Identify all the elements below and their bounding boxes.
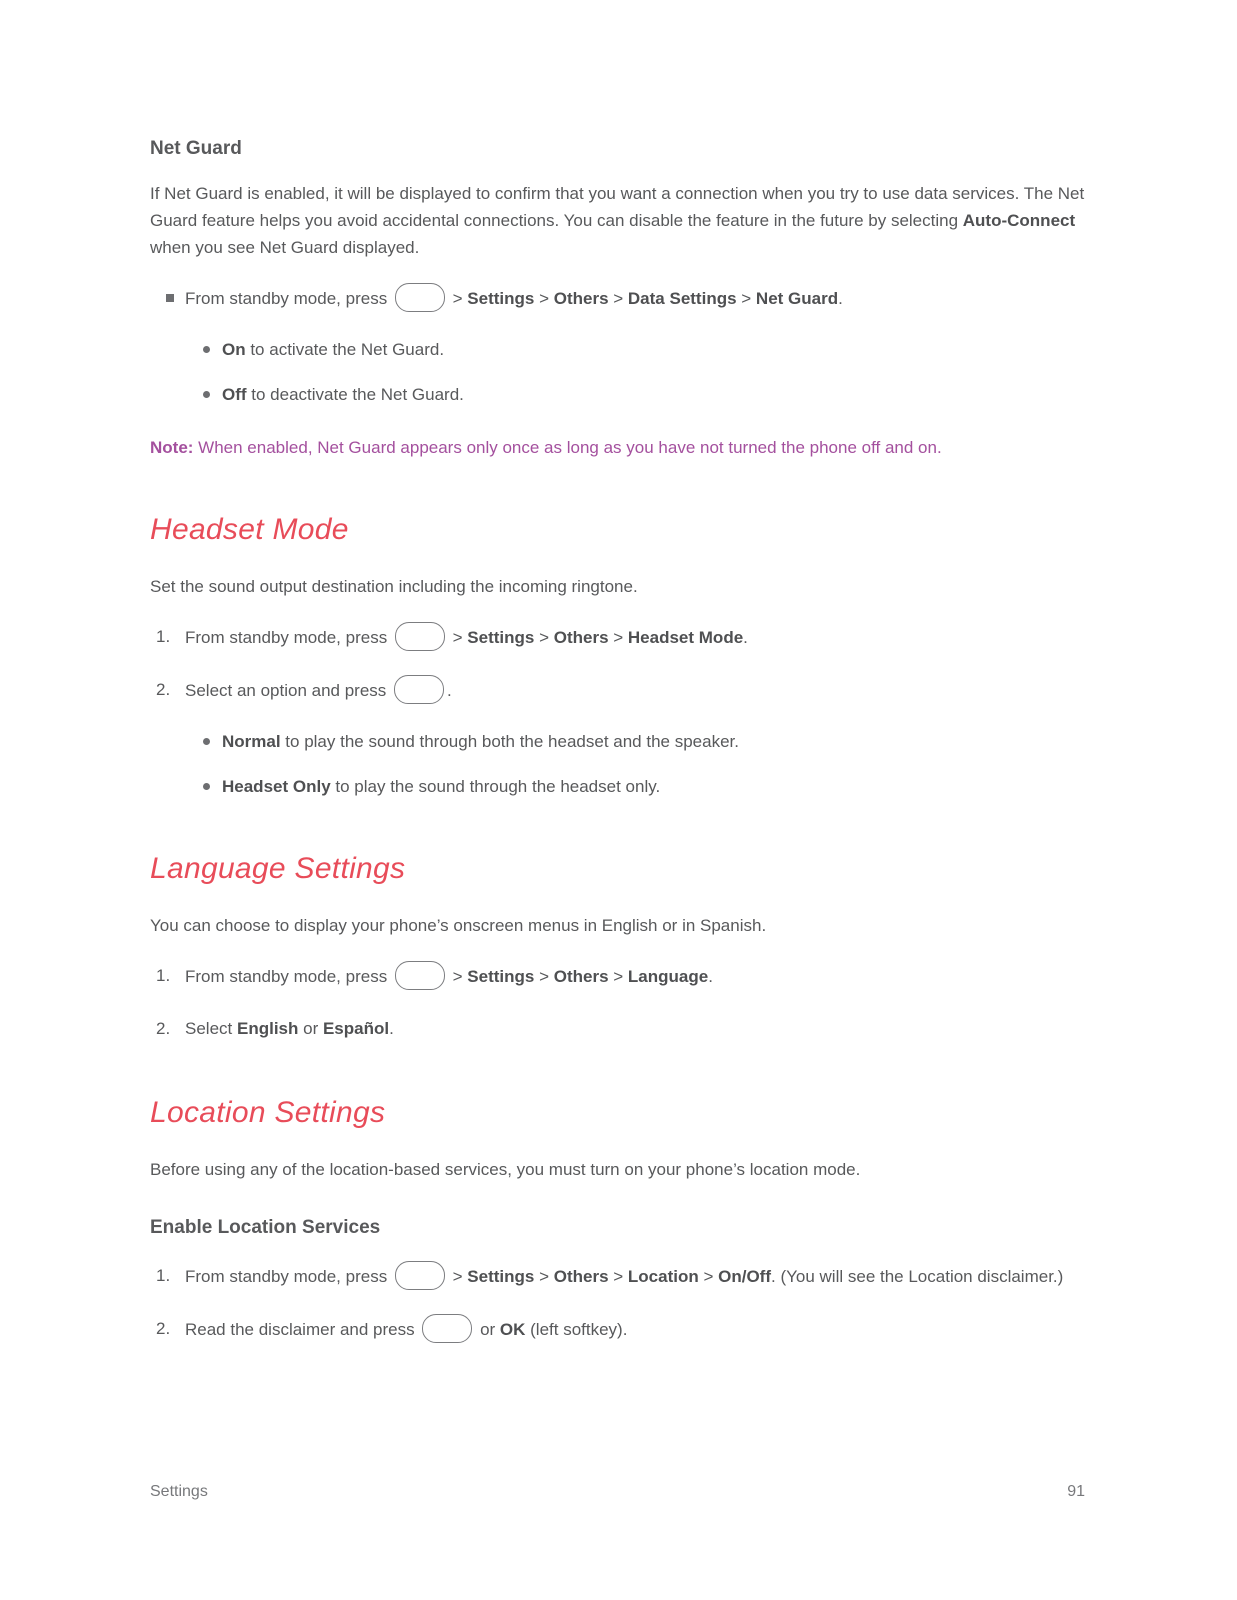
text-segment: Select an option and press [185,681,392,700]
language-step-2 [150,1014,1087,1044]
text-segment: to play the sound through both the headset and the speaker. [280,732,739,751]
text-segment: From standby mode, press [185,967,392,986]
text-segment: or [475,1320,500,1339]
key-icon [395,1261,445,1290]
text-segment: . [743,628,748,647]
dot-bullet-icon [185,773,222,800]
dot-bullet-icon [185,336,222,363]
footer-page-number: 91 [1067,1483,1085,1500]
step-text [185,1014,1087,1044]
location-step-1 [150,1261,1087,1292]
key-icon [395,961,445,990]
bold-text: Others [553,967,609,986]
text-segment: Before using any of the location-based services, you must turn on your phone’s location mode. [150,1160,861,1179]
text-segment: . [838,289,843,308]
text-segment: or [298,1019,323,1038]
option-text-normal [222,728,1087,755]
net-guard-options [185,336,1087,408]
text-segment: From standby mode, press [185,289,392,308]
bold-text: Others [553,628,609,647]
list-item-on [185,336,1087,363]
bold-text: Others [553,289,609,308]
text-segment: Select [185,1019,237,1038]
step-text [185,961,1087,992]
bold-text: Location [627,1267,699,1286]
dot-bullet-icon [185,381,222,408]
text-segment: > [447,1267,468,1286]
step-text [185,1261,1087,1292]
heading-location-settings: Location Settings [150,1096,386,1129]
step-number: 2. [156,680,171,699]
net-guard-note [150,434,1087,461]
bold-text: English [236,1019,299,1038]
option-text-off [222,381,1087,408]
step-number: 1. [156,966,171,985]
heading-language-settings: Language Settings [150,852,406,885]
text-segment: > [608,1267,628,1286]
key-icon [395,283,445,312]
text-segment: (left softkey). [525,1320,628,1339]
step-number: 2. [156,1019,171,1038]
bold-text: Net Guard [755,289,839,308]
bold-text: Note: [150,438,194,457]
heading-enable-location-services: Enable Location Services [150,1217,381,1238]
text-segment: > [608,289,628,308]
bold-text: Language [627,967,709,986]
bold-text: Headset Mode [627,628,744,647]
text-segment: > [608,628,628,647]
step-text [185,675,1087,706]
headset-mode-options [185,728,1087,800]
text-segment: > [534,967,554,986]
text-segment: to deactivate the Net Guard. [246,385,464,404]
text-segment: > [534,628,554,647]
page-footer [150,1483,1085,1501]
text-segment: > [698,1267,719,1286]
text-segment: to play the sound through the headset only. [330,777,661,796]
footer-section-label: Settings [150,1483,208,1500]
text-segment: From standby mode, press [185,1267,392,1286]
text-segment: to activate the Net Guard. [245,340,445,359]
bold-text: Settings [467,628,535,647]
text-segment: > [447,628,468,647]
bold-text: Headset Only [222,777,331,796]
text-segment: > [447,289,468,308]
key-icon [395,622,445,651]
text-segment: You can choose to display your phone’s onscreen menus in English or in Spanish. [150,916,767,935]
dot-bullet-icon [185,728,222,755]
step-text [185,622,1087,653]
list-item-off [185,381,1087,408]
bold-text: Auto-Connect [962,211,1076,230]
text-segment: Set the sound output destination including the incoming ringtone. [150,577,638,596]
text-segment: > [736,289,756,308]
key-icon [394,675,444,704]
bold-text: Normal [222,732,281,751]
bold-text: On [222,340,246,359]
text-segment: . [389,1019,394,1038]
headset-mode-intro [150,573,1087,600]
page-content [150,138,1087,1367]
bold-text: Español [322,1019,390,1038]
net-guard-step-text [185,283,1087,314]
bold-text: OK [499,1320,526,1339]
list-item-normal [185,728,1087,755]
text-segment: From standby mode, press [185,628,392,647]
text-segment: If Net Guard is enabled, it will be displayed to confirm that you want a connection when you try to use data services. The Net Guard feature helps you avoid accidental connections. You can disable the feature in the future by selecting [150,184,1085,230]
bold-text: Settings [467,289,535,308]
bold-text: On/Off [718,1267,772,1286]
text-segment: > [608,967,628,986]
step-text [185,1314,1087,1345]
heading-headset-mode: Headset Mode [150,513,349,546]
headset-step-1 [150,622,1087,653]
bold-text: Settings [467,967,535,986]
step-number: 1. [156,1266,171,1285]
text-segment: > [534,289,554,308]
option-text-headset-only [222,773,1087,800]
net-guard-intro [150,180,1087,261]
bold-text: Off [222,385,247,404]
text-segment: > [534,1267,554,1286]
list-item-headset-only [185,773,1087,800]
square-bullet-icon [150,283,185,314]
bold-text: Others [553,1267,609,1286]
text-segment: Read the disclaimer and press [185,1320,420,1339]
text-segment: . [447,681,452,700]
text-segment: > [447,967,468,986]
location-settings-intro [150,1156,1087,1183]
key-icon [422,1314,472,1343]
text-segment: . [708,967,713,986]
bold-text: Settings [467,1267,535,1286]
step-number: 2. [156,1319,171,1338]
step-number: 1. [156,627,171,646]
heading-net-guard: Net Guard [150,138,242,159]
language-settings-intro [150,912,1087,939]
text-segment: . (You will see the Location disclaimer.) [771,1267,1064,1286]
bold-text: Data Settings [627,289,737,308]
text-segment: When enabled, Net Guard appears only once as long as you have not turned the phone off and on. [193,438,942,457]
option-text-on [222,336,1087,363]
location-step-2 [150,1314,1087,1345]
text-segment: when you see Net Guard displayed. [150,238,420,257]
headset-step-2 [150,675,1087,706]
language-step-1 [150,961,1087,992]
net-guard-step [150,283,1087,314]
